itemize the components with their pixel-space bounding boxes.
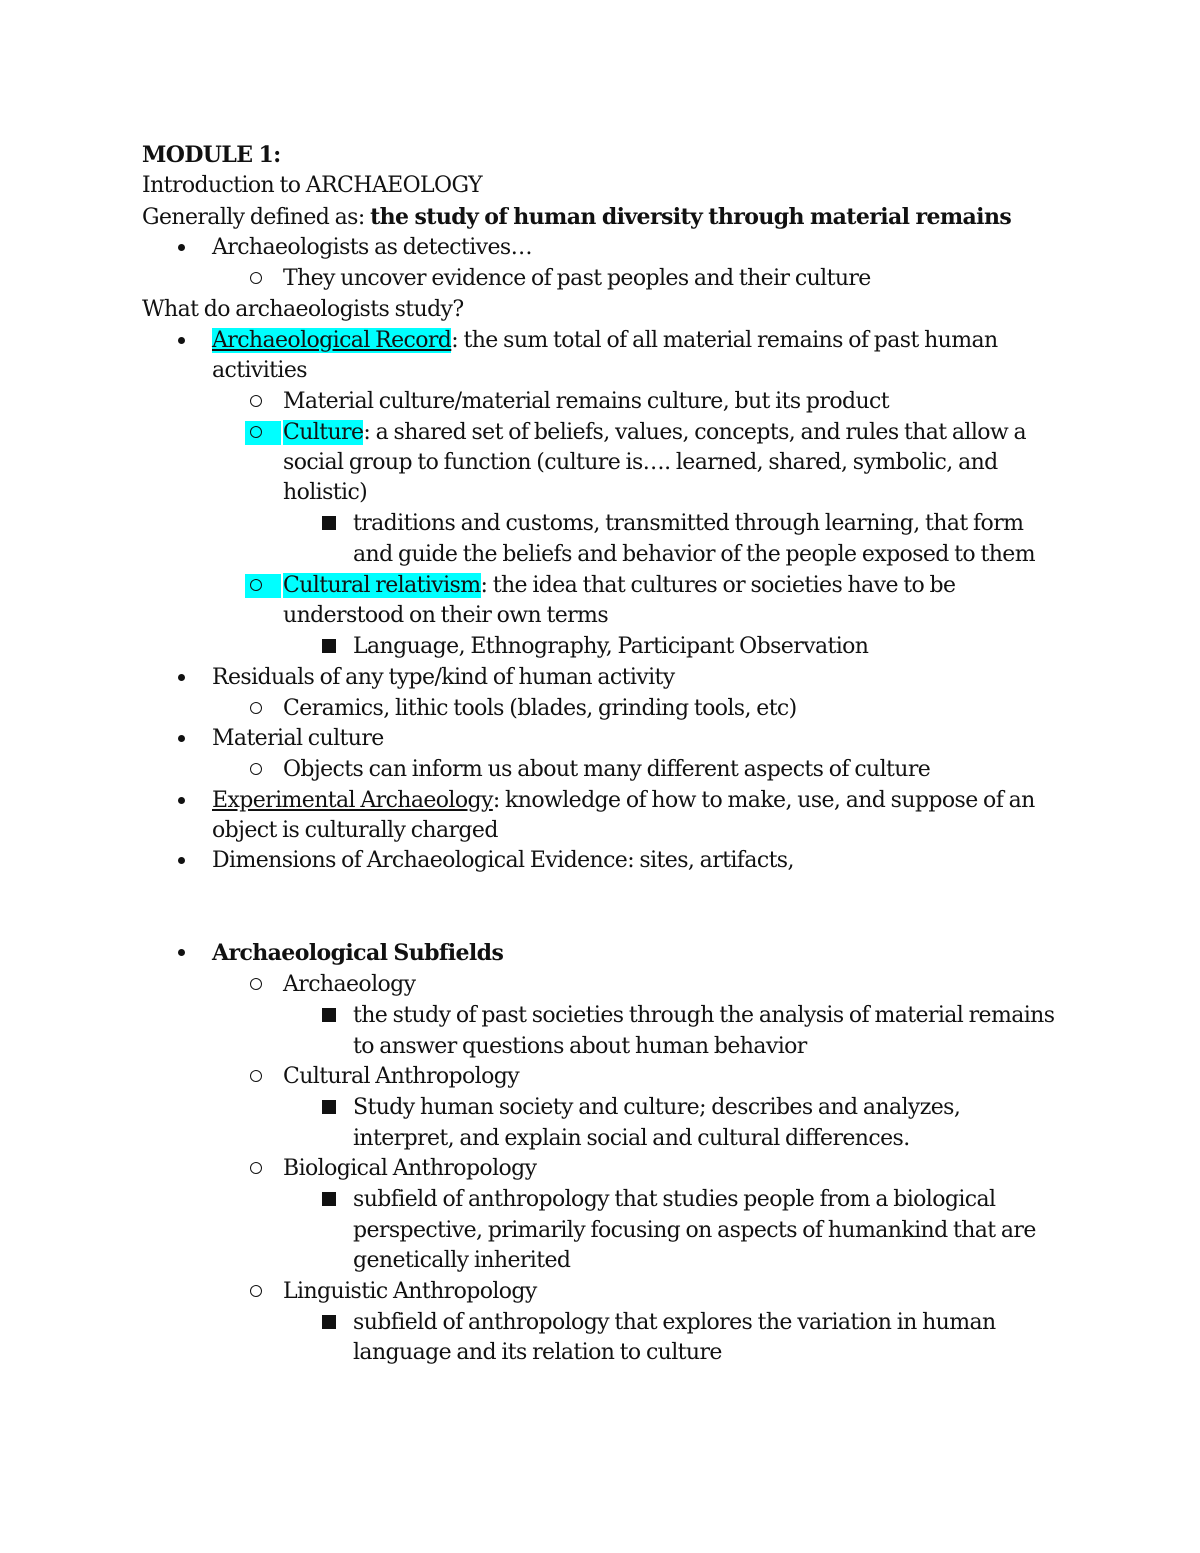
circle-bullet-icon bbox=[250, 579, 262, 591]
list-item: Language, Ethnography, Participant Observation bbox=[353, 634, 869, 659]
square-bullet-icon bbox=[322, 639, 336, 653]
circle-bullet-icon bbox=[250, 272, 262, 284]
circle-bullet-icon bbox=[250, 702, 262, 714]
list-item bbox=[283, 418, 1026, 448]
square-bullet-icon bbox=[322, 1008, 336, 1022]
definition-text: activities bbox=[212, 358, 307, 383]
definition-text: social group to function (culture is…. learned, shared, symbolic, and bbox=[283, 450, 998, 475]
list-item: Ceramics, lithic tools (blades, grinding tools, etc) bbox=[283, 696, 797, 721]
list-item: Study human society and culture; describes and analyzes, bbox=[353, 1095, 961, 1120]
list-item: Archaeology bbox=[283, 972, 416, 997]
circle-bullet-icon bbox=[250, 426, 262, 438]
list-item: interpret, and explain social and cultural differences. bbox=[353, 1126, 910, 1151]
list-item: Linguistic Anthropology bbox=[283, 1279, 537, 1304]
circle-bullet-icon bbox=[250, 1285, 262, 1297]
term-experimental-archaeology: Experimental Archaeology bbox=[212, 788, 493, 813]
list-item: traditions and customs, transmitted through learning, that form bbox=[353, 511, 1024, 536]
list-item: Biological Anthropology bbox=[283, 1156, 537, 1181]
circle-bullet-icon bbox=[250, 395, 262, 407]
list-item: subfield of anthropology that studies people from a biological bbox=[353, 1187, 996, 1212]
term-archaeological-record: Archaeological Record bbox=[212, 328, 452, 353]
definition-text: the study of human diversity through material remains bbox=[370, 204, 1012, 230]
list-item: Dimensions of Archaeological Evidence: sites, artifacts, bbox=[212, 848, 794, 873]
circle-bullet-icon bbox=[250, 1070, 262, 1082]
definition-text: understood on their own terms bbox=[283, 603, 609, 628]
square-bullet-icon bbox=[322, 1315, 336, 1329]
list-item: the study of past societies through the analysis of material remains bbox=[353, 1003, 1055, 1028]
definition-line bbox=[142, 202, 1011, 233]
definition-text: holistic) bbox=[283, 480, 368, 505]
list-item: language and its relation to culture bbox=[353, 1340, 722, 1365]
list-item: Archaeologists as detectives… bbox=[212, 235, 532, 260]
definition-text: : the idea that cultures or societies have to be bbox=[480, 573, 956, 598]
term-culture: Culture bbox=[283, 420, 364, 445]
list-item bbox=[283, 571, 955, 601]
bullet-icon bbox=[178, 735, 185, 742]
circle-bullet-icon bbox=[250, 763, 262, 775]
term-cultural-relativism: Cultural relativism bbox=[283, 573, 481, 598]
list-item: Material culture bbox=[212, 726, 384, 751]
list-item: They uncover evidence of past peoples and their culture bbox=[283, 266, 871, 291]
page-title: MODULE 1: bbox=[142, 142, 281, 168]
bullet-icon bbox=[178, 674, 185, 681]
list-item: Cultural Anthropology bbox=[283, 1064, 520, 1089]
list-item bbox=[212, 326, 998, 356]
square-bullet-icon bbox=[322, 1100, 336, 1114]
bullet-icon bbox=[178, 244, 185, 251]
list-item bbox=[212, 786, 1035, 816]
bullet-icon bbox=[178, 797, 185, 804]
list-item: Residuals of any type/kind of human activity bbox=[212, 665, 675, 690]
section-question: What do archaeologists study? bbox=[142, 297, 464, 322]
circle-bullet-icon bbox=[250, 1162, 262, 1174]
list-item: subfield of anthropology that explores the variation in human bbox=[353, 1310, 996, 1335]
bullet-icon bbox=[178, 949, 185, 956]
list-item: and guide the beliefs and behavior of the people exposed to them bbox=[353, 542, 1035, 567]
bullet-icon bbox=[178, 337, 185, 344]
definition-text: : knowledge of how to make, use, and suppose of an bbox=[492, 788, 1035, 813]
list-item: perspective, primarily focusing on aspects of humankind that are bbox=[353, 1218, 1036, 1243]
list-item: Objects can inform us about many different aspects of culture bbox=[283, 757, 931, 782]
section-heading: Archaeological Subfields bbox=[212, 940, 504, 966]
list-item: to answer questions about human behavior bbox=[353, 1034, 807, 1059]
square-bullet-icon bbox=[322, 1192, 336, 1206]
definition-text: : a shared set of beliefs, values, concepts, and rules that allow a bbox=[363, 420, 1027, 445]
bullet-icon bbox=[178, 857, 185, 864]
subtitle: Introduction to ARCHAEOLOGY bbox=[142, 173, 483, 198]
definition-text: : the sum total of all material remains of past human bbox=[451, 328, 998, 353]
definition-text: object is culturally charged bbox=[212, 818, 498, 843]
square-bullet-icon bbox=[322, 516, 336, 530]
circle-bullet-icon bbox=[250, 978, 262, 990]
list-item: Material culture/material remains culture, but its product bbox=[283, 389, 889, 414]
definition-prefix: Generally defined as: bbox=[142, 205, 371, 230]
list-item: genetically inherited bbox=[353, 1248, 571, 1273]
